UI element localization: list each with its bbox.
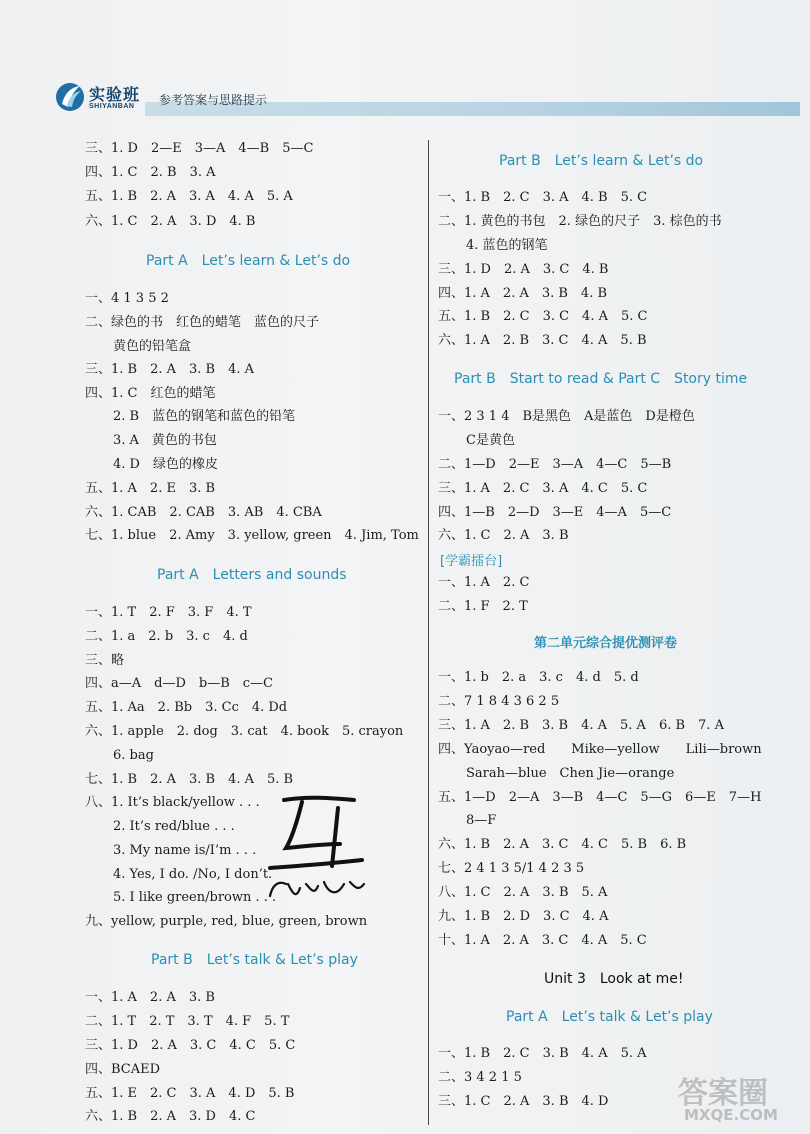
right-answer-line: 五、1. B 2. C 3. C 4. A 5. C [438, 309, 648, 324]
left-answer-line: 二、1. a 2. b 3. c 4. d [85, 629, 248, 644]
right-answer-line: 一、2 3 1 4 B是黑色 A是蓝色 D是橙色 [438, 409, 695, 424]
section-heading: Part A Let’s learn & Let’s do [146, 253, 351, 269]
column-divider [428, 140, 429, 1125]
left-answer-line: 4. D 绿色的橡皮 [113, 457, 218, 472]
left-answer-line: 七、1. blue 2. Amy 3. yellow, green 4. Jim, Tom [85, 528, 419, 543]
right-answer-line: 四、1—B 2—D 3—E 4—A 5—C [438, 505, 672, 520]
watermark-url: MXQE.COM [684, 1106, 778, 1124]
logo-subtitle: SHIYANBAN [89, 103, 135, 110]
left-answer-line: 三、1. D 2. A 3. C 4. C 5. C [85, 1038, 296, 1053]
left-answer-line: 二、1. T 2. T 3. T 4. F 5. T [85, 1014, 290, 1029]
left-answer-line: 六、1. apple 2. dog 3. cat 4. book 5. crayon [85, 724, 404, 739]
left-answer-line: 五、1. E 2. C 3. A 4. D 5. B [85, 1086, 295, 1101]
right-answer-line: 一、1. B 2. C 3. A 4. B 5. C [438, 190, 648, 205]
right-answer-line: Sarah—blue Chen Jie—orange [466, 766, 675, 781]
left-answer-line: 六、1. B 2. A 3. D 4. C [85, 1109, 256, 1124]
left-answer-line: 2. It’s red/blue . . . [113, 819, 235, 834]
right-answer-line: 一、1. A 2. C [438, 575, 530, 590]
section-heading: Part A Letters and sounds [157, 567, 347, 583]
logo-text: 实验班 [89, 85, 141, 104]
right-answer-line: 二、7 1 8 4 3 6 2 5 [438, 694, 560, 709]
left-answer-line: 三、1. B 2. A 3. B 4. A [85, 362, 255, 377]
right-answer-line: 二、1—D 2—E 3—A 4—C 5—B [438, 457, 672, 472]
left-answer-line: 6. bag [113, 748, 154, 763]
right-answer-line: 五、1—D 2—A 3—B 4—C 5—G 6—E 7—H [438, 790, 762, 805]
left-answer-line: 七、1. B 2. A 3. B 4. A 5. B [85, 772, 294, 787]
left-answer-line: 黄色的铅笔盒 [113, 339, 192, 354]
watermark-text: 答案圈 [678, 1076, 768, 1111]
page-header [55, 80, 800, 120]
logo-icon [55, 80, 85, 114]
left-answer-line: 六、1. CAB 2. CAB 3. AB 4. CBA [85, 505, 322, 520]
right-answer-line: 四、1. A 2. A 3. B 4. B [438, 286, 608, 301]
left-answer-line: 2. B 蓝色的钢笔和蓝色的铅笔 [113, 409, 296, 424]
right-answer-line: 二、3 4 2 1 5 [438, 1070, 522, 1085]
right-answer-line: 4. 蓝色的钢笔 [466, 238, 548, 253]
left-answer-line: 九、yellow, purple, red, blue, green, brown [85, 914, 368, 929]
left-answer-line: 一、1. T 2. F 3. F 4. T [85, 605, 252, 620]
left-answer-line: 四、a—A d—D b—B c—C [85, 676, 273, 691]
right-answer-line: 一、1. b 2. a 3. c 4. d 5. d [438, 670, 639, 685]
left-answer-line: 五、1. B 2. A 3. A 4. A 5. A [85, 189, 293, 204]
right-answer-line: 一、1. B 2. C 3. B 4. A 5. A [438, 1046, 647, 1061]
left-answer-line: 3. My name is/I’m . . . [113, 843, 257, 858]
right-answer-line: 四、Yaoyao—red Mike—yellow Lili—brown [438, 742, 762, 757]
left-answer-line: 四、1. C 红色的蜡笔 [85, 386, 216, 401]
right-answer-line: 8—F [466, 813, 497, 828]
left-answer-line: 4. Yes, I do. /No, I don’t. [113, 867, 273, 882]
right-answer-line: 三、1. A 2. C 3. A 4. C 5. C [438, 481, 648, 496]
left-answer-line: 一、1. A 2. A 3. B [85, 990, 215, 1005]
right-answer-line: 三、1. D 2. A 3. C 4. B [438, 262, 609, 277]
left-answer-line: 五、1. Aa 2. Bb 3. Cc 4. Dd [85, 700, 288, 715]
section-heading: Part B Let’s learn & Let’s do [499, 153, 704, 169]
handwritten-stamp [262, 788, 372, 908]
right-answer-line: C是黄色 [466, 433, 515, 448]
right-answer-line: 八、1. C 2. A 3. B 5. A [438, 885, 608, 900]
right-answer-line: 二、1. 黄色的书包 2. 绿色的尺子 3. 棕色的书 [438, 214, 722, 229]
header-caption: 参考答案与思路提示 [159, 93, 268, 107]
left-answer-line: 四、1. C 2. B 3. A [85, 165, 216, 180]
left-answer-line: 三、1. D 2—E 3—A 4—B 5—C [85, 141, 314, 156]
section-heading: Part B Start to read & Part C Story time [454, 371, 748, 387]
section-heading: 第二单元综合提优测评卷 [534, 636, 678, 651]
right-answer-line: 六、1. B 2. A 3. C 4. C 5. B 6. B [438, 837, 687, 852]
unit-heading: Unit 3 Look at me! [544, 971, 684, 987]
left-answer-line: 一、4 1 3 5 2 [85, 291, 169, 306]
left-answer-line: 四、BCAED [85, 1062, 161, 1077]
right-answer-line: 二、1. F 2. T [438, 599, 528, 614]
challenge-heading: [学霸擂台] [440, 554, 503, 569]
left-answer-line: 三、略 [85, 653, 125, 668]
section-heading: Part B Let’s talk & Let’s play [151, 952, 358, 968]
left-answer-line: 五、1. A 2. E 3. B [85, 481, 216, 496]
right-answer-line: 九、1. B 2. D 3. C 4. A [438, 909, 609, 924]
left-answer-line: 二、绿色的书 红色的蜡笔 蓝色的尺子 [85, 315, 320, 330]
left-answer-line: 六、1. C 2. A 3. D 4. B [85, 214, 256, 229]
right-answer-line: 三、1. A 2. B 3. B 4. A 5. A 6. B 7. A [438, 718, 724, 733]
right-answer-line: 六、1. A 2. B 3. C 4. A 5. B [438, 333, 647, 348]
left-answer-line: 八、1. It’s black/yellow . . . [85, 795, 260, 810]
left-answer-line: 5. I like green/brown . . . [113, 890, 277, 905]
right-answer-line: 十、1. A 2. A 3. C 4. A 5. C [438, 933, 647, 948]
section-heading: Part A Let’s talk & Let’s play [506, 1009, 713, 1025]
right-answer-line: 三、1. C 2. A 3. B 4. D [438, 1094, 609, 1109]
left-answer-line: 3. A 黄色的书包 [113, 433, 217, 448]
watermark [676, 1066, 806, 1128]
right-answer-line: 六、1. C 2. A 3. B [438, 528, 569, 543]
right-answer-line: 七、2 4 1 3 5/1 4 2 3 5 [438, 861, 585, 876]
